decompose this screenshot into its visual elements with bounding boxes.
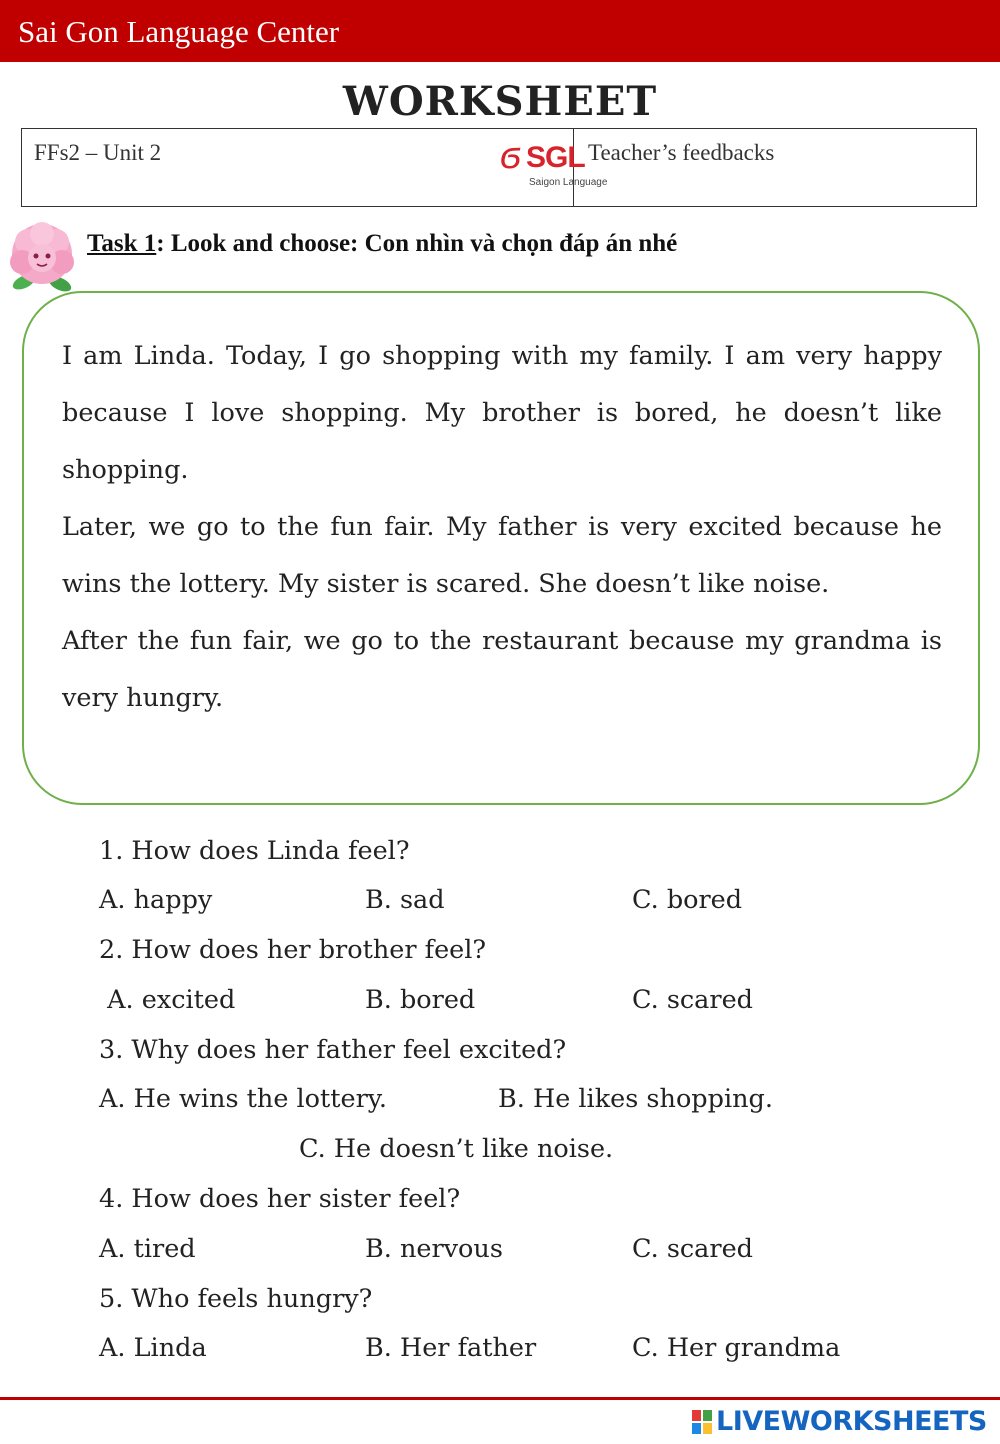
reading-passage bbox=[62, 328, 942, 727]
q5-option-b[interactable]: B. Her father bbox=[365, 1333, 537, 1363]
q3-option-b[interactable]: B. He likes shopping. bbox=[498, 1084, 773, 1114]
sgl-logo-subtitle: Saigon Language bbox=[529, 177, 608, 188]
sgl-logo-text: SGL bbox=[526, 141, 585, 174]
q3-option-a[interactable]: A. He wins the lottery. bbox=[99, 1084, 387, 1114]
q2-option-c[interactable]: C. scared bbox=[632, 985, 753, 1015]
task-instruction: : Look and choose: Con nhìn và chọn đáp án nhé bbox=[156, 230, 678, 257]
sgl-swirl-icon: ϭ bbox=[500, 135, 522, 177]
q4-option-a[interactable]: A. tired bbox=[99, 1234, 196, 1264]
question-2: 2. How does her brother feel? bbox=[99, 935, 487, 965]
question-5: 5. Who feels hungry? bbox=[99, 1284, 373, 1314]
q5-option-a[interactable]: A. Linda bbox=[99, 1333, 207, 1363]
info-table bbox=[21, 128, 977, 207]
sgl-logo bbox=[498, 135, 608, 195]
flower-icon bbox=[2, 214, 82, 294]
q4-option-c[interactable]: C. scared bbox=[632, 1234, 753, 1264]
q3-option-c[interactable]: C. He doesn’t like noise. bbox=[299, 1134, 614, 1164]
worksheet-title: WORKSHEET bbox=[342, 78, 658, 125]
header-bar bbox=[0, 0, 1000, 62]
liveworksheets-logo[interactable] bbox=[692, 1404, 992, 1440]
liveworksheets-brand: LIVEWORKSHEETS bbox=[716, 1406, 987, 1437]
question-3: 3. Why does her father feel excited? bbox=[99, 1035, 567, 1065]
q4-option-b[interactable]: B. nervous bbox=[365, 1234, 503, 1264]
task-heading bbox=[87, 230, 677, 258]
info-left-cell bbox=[22, 129, 608, 206]
center-name: Sai Gon Language Center bbox=[18, 14, 340, 49]
q1-option-c[interactable]: C. bored bbox=[632, 885, 743, 915]
question-4: 4. How does her sister feel? bbox=[99, 1184, 461, 1214]
liveworksheets-icon bbox=[692, 1410, 712, 1434]
question-1: 1. How does Linda feel? bbox=[99, 836, 410, 866]
footer-divider bbox=[0, 1397, 1000, 1400]
q1-option-b[interactable]: B. sad bbox=[365, 885, 445, 915]
q5-option-c[interactable]: C. Her grandma bbox=[632, 1333, 841, 1363]
passage-paragraph: Later, we go to the fun fair. My father is very excited because he wins the lottery. My sister is scared. She doesn’t like noise. bbox=[62, 512, 942, 599]
q2-option-b[interactable]: B. bored bbox=[365, 985, 476, 1015]
q1-option-a[interactable]: A. happy bbox=[99, 885, 213, 915]
passage-paragraph: I am Linda. Today, I go shopping with my family. I am very happy because I love shopping. My brother is bored, he doesn’t like shopping. bbox=[62, 341, 942, 485]
task-number: Task 1 bbox=[87, 230, 157, 257]
teacher-feedback-label: Teacher’s feedbacks bbox=[588, 140, 775, 165]
q2-option-a[interactable]: A. excited bbox=[99, 985, 236, 1015]
unit-label: FFs2 – Unit 2 bbox=[34, 140, 162, 165]
passage-paragraph: After the fun fair, we go to the restaurant because my grandma is very hungry. bbox=[62, 626, 942, 713]
